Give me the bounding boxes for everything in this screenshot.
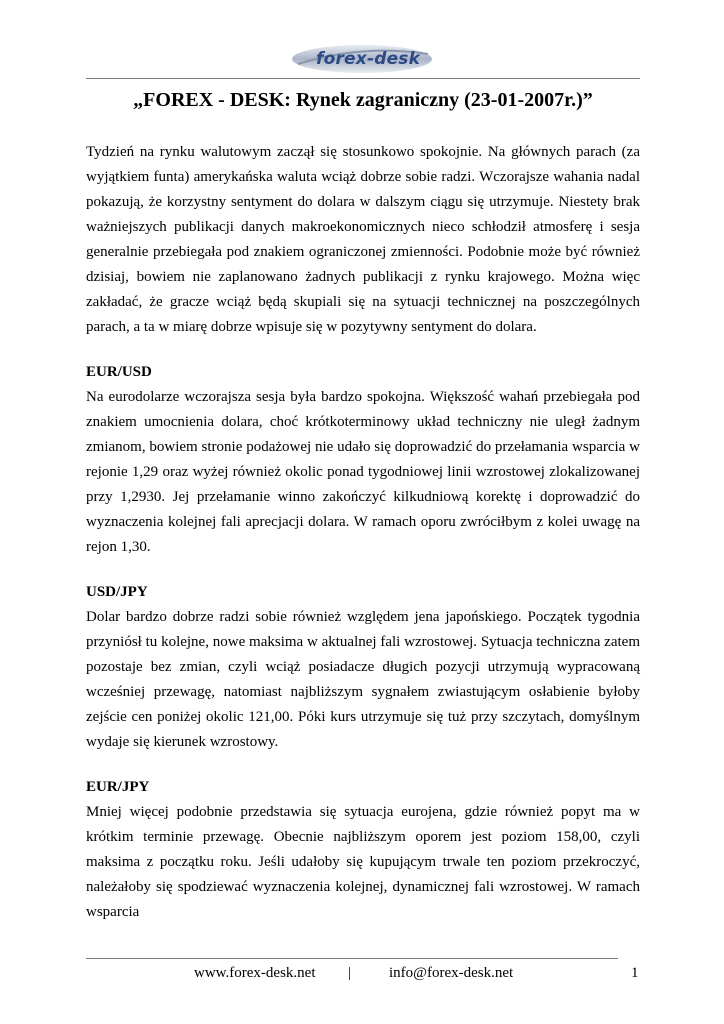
intro-paragraph: Tydzień na rynku walutowym zaczął się stosunkowo spokojnie. Na głównych parach (za wyjątkiem funta) amerykańska waluta wciąż dobrze sobie radzi. Wczorajsze wahania nadal pokazują, że korzystny sentyment do dolara w dalszym ciągu się utrzymuje. Niestety brak ważniejszych publikacji danych makroekonomicznych nieco schłodził atmosferę i sesja generalnie przebiegała pod znakiem ograniczonej zmienności. Podobnie może być również dzisiaj, bowiem nie zaplanowano żadnych publikacji z rynku krajowego. Można więc zakładać, że gracze wciąż będą skupiali się na sytuacji technicznej na poszczególnych parach, a ta w miarę dobrze wpisuje się w pozytywny sentyment do dolara. xyxy=(86,144,640,335)
section-title-eur-jpy: EUR/JPY xyxy=(86,779,150,795)
document-title: „FOREX - DESK: Rynek zagraniczny (23-01-2007r.)” xyxy=(133,89,593,111)
section-text-eur-jpy: Mniej więcej podobnie przedstawia się sytuacja eurojena, gdzie również popyt ma w krótkim terminie przewagę. Obecnie najbliższym oporem jest poziom 158,00, czyli maksima z początku roku. Jeśli udałoby się kupującym trwale ten poziom przekroczyć, należałoby się spodziewać wyznaczenia kolejnej, dynamicznej fali wzrostowej. W ramach wsparcia xyxy=(86,804,640,920)
section-eur-usd xyxy=(86,360,640,560)
document-body xyxy=(86,140,640,925)
footer-divider xyxy=(86,958,618,959)
footer-email-link[interactable]: info@forex-desk.net xyxy=(389,965,514,981)
footer-separator: | xyxy=(348,965,352,981)
logo-text: forex-desk xyxy=(316,49,421,69)
forex-desk-logo xyxy=(0,40,724,80)
section-title-eur-usd: EUR/USD xyxy=(86,364,152,380)
header-divider xyxy=(86,78,640,79)
page-footer xyxy=(0,963,724,985)
section-text-eur-usd: Na eurodolarze wczorajsza sesja była bardzo spokojna. Większość wahań przebiegała pod znakiem umocnienia dolara, choć krótkoterminowy układ techniczny nie uległ żadnym zmianom, bowiem stronie podażowej nie udało się doprowadzić do przełamania wsparcia w rejonie 1,29 oraz wyżej również okolic ponad tygodniowej linii wzrostowej zlokalizowanej przy 1,2930. Jej przełamanie winno zakończyć kilkudniową korektę i doprowadzić do wyznaczenia kolejnej fali aprecjacji dolara. W ramach oporu zwróciłbym z kolei uwagę na rejon 1,30. xyxy=(86,389,640,555)
section-text-usd-jpy: Dolar bardzo dobrze radzi sobie również względem jena japońskiego. Początek tygodnia przyniósł tu kolejne, nowe maksima w aktualnej fali wzrostowej. Sytuacja techniczna zatem pozostaje bez zmian, czyli wciąż posiadacze długich pozycji utrzymują wypracowaną wcześniej przewagę, natomiast najbliższym sygnałem zwiastującym osłabienie byłoby zejście cen poniżej okolic 121,00. Póki kurs utrzymuje się tuż przy szczytach, domyślnym wydaje się kierunek wzrostowy. xyxy=(86,609,640,750)
section-eur-jpy xyxy=(86,775,640,925)
section-usd-jpy xyxy=(86,580,640,755)
section-title-usd-jpy: USD/JPY xyxy=(86,584,148,600)
page-number: 1 xyxy=(631,965,639,981)
footer-website-link[interactable]: www.forex-desk.net xyxy=(194,965,316,981)
